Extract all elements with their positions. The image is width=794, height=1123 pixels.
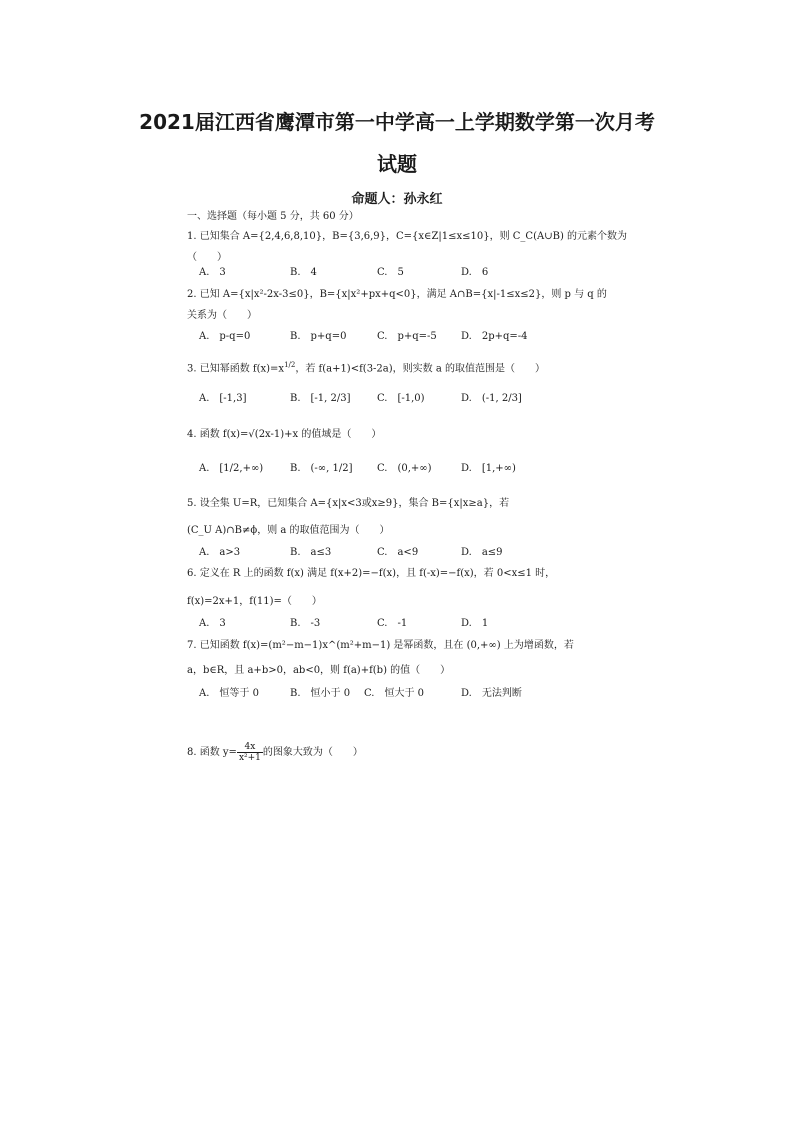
- q4-option-b: B. (-∞, 1/2]: [290, 463, 353, 474]
- q3-text-a: 3. 已知幂函数 f(x)=x: [187, 363, 285, 375]
- q3-option-b: B. [-1, 2/3]: [290, 393, 351, 404]
- q6-option-c: C. -1: [377, 618, 408, 629]
- question-6-text: 6. 定义在 R 上的函数 f(x) 满足 f(x+2)=−f(x)，且 f(-x)=−f(x)，若 0<x≤1 时，: [187, 568, 556, 579]
- q1-option-d: D. 6: [461, 267, 489, 278]
- q8-text-b: 的图象大致为（ ）: [262, 747, 363, 758]
- section-heading: 一、选择题（每小题 5 分，共 60 分）: [187, 211, 359, 222]
- q3-option-a: A. [-1,3]: [199, 393, 247, 404]
- exam-title-line2: 试题: [377, 152, 417, 176]
- q7-option-a: A. 恒等于 0: [199, 688, 259, 699]
- q4-option-d: D. [1,+∞): [461, 463, 516, 474]
- q8-numerator: 4x: [237, 742, 263, 753]
- question-8-text: [187, 742, 363, 764]
- exam-title-line1: 2021届江西省鹰潭市第一中学高一上学期数学第一次月考: [139, 110, 655, 134]
- q5-option-b: B. a≤3: [290, 547, 332, 558]
- q1-option-a: A. 3: [199, 267, 226, 278]
- q2-option-d: D. 2p+q=-4: [461, 331, 528, 342]
- question-1-blank: （ ）: [187, 252, 227, 263]
- question-5-text: 5. 设全集 U=R，已知集合 A={x|x<3或x≥9}，集合 B={x|x≥a}，若: [187, 498, 510, 509]
- q6-option-b: B. -3: [290, 618, 321, 629]
- q3-option-c: C. [-1,0): [377, 393, 425, 404]
- q4-option-c: C. (0,+∞): [377, 463, 432, 474]
- question-7-text: 7. 已知函数 f(x)=(m²−m−1)x^(m²+m−1) 是幂函数，且在 (0,+∞) 上为增函数，若: [187, 640, 574, 651]
- question-2-text: 2. 已知 A={x|x²-2x-3≤0}，B={x|x²+px+q<0}，满足 A∩B={x|-1≤x≤2}，则 p 与 q 的: [187, 289, 607, 300]
- author-line: 命题人：孙永红: [351, 192, 443, 207]
- q3-text-b: ，若 f(a+1)<f(3-2a)，则实数 a 的取值范围是（ ）: [295, 363, 545, 375]
- q5-option-d: D. a≤9: [461, 547, 503, 558]
- q8-fraction: [237, 742, 263, 763]
- q5-option-a: A. a>3: [199, 547, 241, 558]
- q4-option-a: A. [1/2,+∞): [199, 463, 264, 474]
- q3-exponent: 1/2: [284, 361, 296, 369]
- q1-option-c: C. 5: [377, 267, 404, 278]
- q7-option-d: D. 无法判断: [461, 688, 522, 699]
- q2-option-a: A. p-q=0: [199, 331, 251, 342]
- q5-option-c: C. a<9: [377, 547, 419, 558]
- question-3-text: [187, 358, 545, 376]
- q3-option-d: D. (-1, 2/3]: [461, 393, 522, 404]
- q7-option-c: C. 恒大于 0: [364, 688, 425, 699]
- q1-option-b: B. 4: [290, 267, 317, 278]
- q8-denominator: x²+1: [238, 753, 261, 763]
- question-5-text-line2: (C_U A)∩B≠ϕ，则 a 的取值范围为（ ）: [187, 525, 390, 536]
- question-7-text-line2: a，b∈R，且 a+b>0，ab<0，则 f(a)+f(b) 的值（ ）: [187, 665, 451, 676]
- q2-option-b: B. p+q=0: [290, 331, 347, 342]
- q7-option-b: B. 恒小于 0: [290, 688, 351, 699]
- q6-option-a: A. 3: [199, 618, 226, 629]
- question-6-text-line2: f(x)=2x+1，f(11)=（ ）: [187, 596, 322, 607]
- question-1-text: 1. 已知集合 A={2,4,6,8,10}，B={3,6,9}，C={x∈Z|1≤x≤10}，则 C_C(A∪B) 的元素个数为: [187, 231, 628, 242]
- question-4-text: 4. 函数 f(x)=√(2x-1)+x 的值域是（ ）: [187, 429, 382, 440]
- question-2-text-line2: 关系为（ ）: [187, 310, 257, 321]
- q8-text-a: 8. 函数 y=: [187, 747, 237, 758]
- q2-option-c: C. p+q=-5: [377, 331, 437, 342]
- q6-option-d: D. 1: [461, 618, 489, 629]
